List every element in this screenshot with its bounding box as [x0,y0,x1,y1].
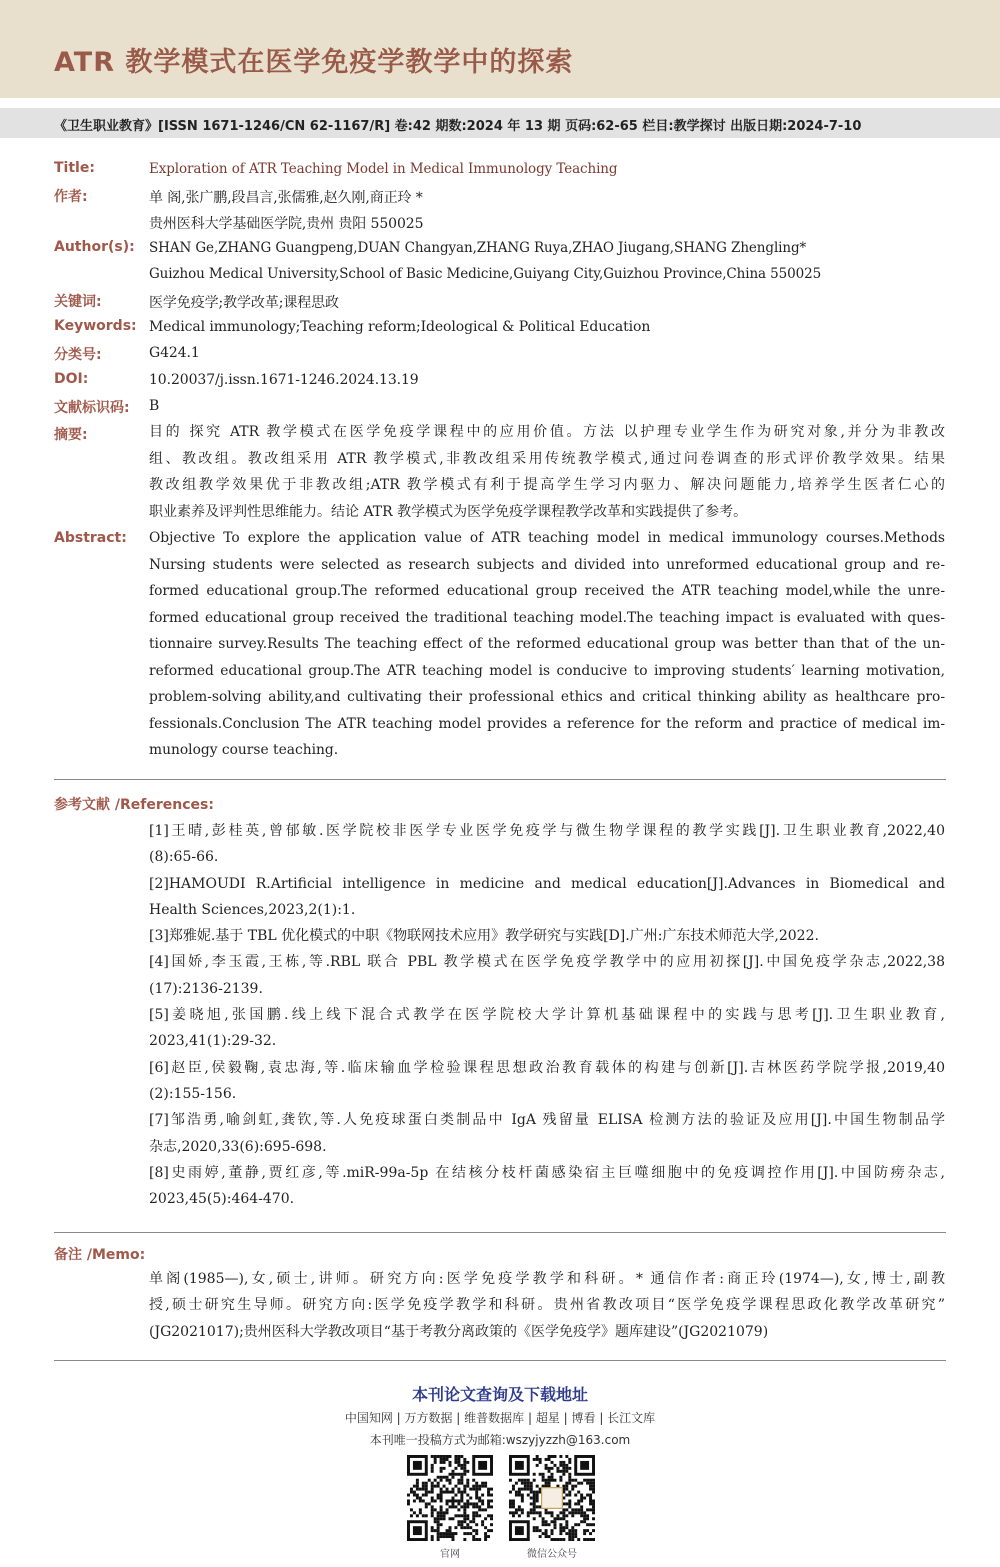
abstract-cn-line: 教改组教学效果优于非教改组;ATR 教学模式有利于提高学生学习内驱力、解决问题能力,培养学生医者仁心的 [149,477,945,493]
keywords-en-label: Keywords: [54,318,137,334]
abstract-en [149,525,945,764]
abstract-en-line: problem-solving ability,and cultivating their professional ethics and critical thinking ability as healthcare pro- [149,689,945,705]
abstract-en-line: reformed educational group.The ATR teaching model is conducive to improving students′ learning motivation, [149,662,945,679]
website-qr-caption: 官网 [440,1549,460,1560]
reference-line: [6]赵臣,侯毅鞠,袁忠海,等.临床输血学检验课程思想政治教育载体的构建与创新[J].吉林医药学院学报,2019,40 [149,1059,945,1076]
memo-label: 备注 /Memo: [54,1247,146,1263]
wechat-qr-caption: 微信公众号 [527,1549,577,1560]
reference-line: [2]HAMOUDI R.Artificial intelligence in medicine and medical education[J].Advances in Biomedical and [149,875,945,892]
classification-label: 分类号: [54,347,102,363]
abstract-cn-line: 目的 探究 ATR 教学模式在医学免疫学课程中的应用价值。方法 以护理专业学生作为研究对象,并分为非教改 [149,424,945,440]
author-en: SHAN Ge,ZHANG Guangpeng,DUAN Changyan,ZHANG Ruya,ZHAO Jiugang,SHANG Zhengling* [149,240,807,256]
memo-line: (JG2021017);贵州医科大学教改项目“基于考教分离政策的《医学免疫学》题库建设”(JG2021079) [149,1323,769,1340]
footer-databases: 中国知网 | 万方数据 | 维普数据库 | 超星 | 博看 | 长江文库 [344,1411,656,1425]
abstract-cn-label: 摘要: [54,427,88,443]
author-cn: 单 阁,张广鹏,段昌言,张儒雅,赵久刚,商正玲 * [149,190,423,206]
references-list [149,818,945,1212]
title-label: Title: [54,160,95,176]
doc-code-value: B [149,398,160,414]
reference-line: (8):65-66. [149,849,219,866]
citation-bar [0,108,1000,138]
citation-info: 《卫生职业教育》[ISSN 1671-1246/CN 62-1167/R] 卷:42 期数:2024 年 13 期 页码:62-65 栏目:教学探讨 出版日期:2024-7-10 [54,119,862,134]
abstract-en-line: formed educational group.The reformed educational group received the ATR teaching model,while the unre- [149,583,945,599]
doi-label: DOI: [54,371,89,387]
keywords-en: Medical immunology;Teaching reform;Ideological & Political Education [149,319,651,335]
reference-line: (17):2136-2139. [149,980,263,997]
title-banner [0,0,1000,98]
memo-line: 单阁(1985—),女,硕士,讲师。研究方向:医学免疫学教学和科研。* 通信作者:商正玲(1974—),女,博士,副教 [149,1271,945,1287]
wechat-qr-code[interactable] [509,1455,595,1541]
abstract-en-line: fessionals.Conclusion The ATR teaching model provides a reference for the reform and practice of medical im- [149,715,945,732]
title-value: Exploration of ATR Teaching Model in Medical Immunology Teaching [149,161,618,177]
reference-line: [3]郑雅妮.基于 TBL 优化模式的中职《物联网技术应用》教学研究与实践[D].广州:广东技术师范大学,2022. [149,928,819,945]
reference-line: [8]史雨婷,董静,贾红彦,等.miR-99a-5p 在结核分枝杆菌感染宿主巨噬细胞中的免疫调控作用[J].中国防痨杂志, [149,1164,945,1181]
author-cn-label: 作者: [54,189,88,205]
footer-title: 本刊论文查询及下载地址 [411,1385,588,1404]
divider [54,1232,946,1233]
abstract-en-line: Nursing students were selected as research subjects and divided into unreformed educational group and re- [149,556,945,573]
footer-email[interactable]: 本刊唯一投稿方式为邮箱:wszyjyzzh@163.com [369,1433,631,1447]
reference-line: [7]邹浩勇,喻剑虹,龚钦,等.人免疫球蛋白类制品中 IgA 残留量 ELISA 检测方法的验证及应用[J].中国生物制品学 [149,1112,945,1129]
reference-line: (2):155-156. [149,1085,237,1102]
reference-line: [1]王晴,彭桂英,曾郁敏.医学院校非医学专业医学免疫学与微生物学课程的教学实践[J].卫生职业教育,2022,40 [149,823,945,839]
reference-line: Health Sciences,2023,2(1):1. [149,901,356,918]
abstract-cn [149,419,945,525]
memo-text [149,1266,945,1345]
keywords-cn: 医学免疫学;教学改革;课程思政 [149,295,339,311]
abstract-en-line: formed educational group received the traditional teaching model.The teaching impact is evaluated with ques- [149,609,945,626]
abstract-en-line: tionnaire survey.Results The teaching effect of the reformed educational group was better than that of the un- [149,636,945,652]
divider [54,779,946,780]
doc-code-label: 文献标识码: [54,400,130,416]
memo-line: 授,硕士研究生导师。研究方向:医学免疫学教学和科研。贵州省教改项目“医学免疫学课程思政化教学改革研究” [149,1297,945,1314]
classification-value: G424.1 [149,345,200,361]
reference-line: 2023,41(1):29-32. [149,1033,277,1050]
affiliation-en: Guizhou Medical University,School of Basic Medicine,Guiyang City,Guizhou Province,China 550025 [149,266,822,282]
reference-line: 2023,45(5):464-470. [149,1191,295,1208]
abstract-en-label: Abstract: [54,530,127,546]
keywords-cn-label: 关键词: [54,294,102,310]
affiliation-cn: 贵州医科大学基础医学院,贵州 贵阳 550025 [149,216,424,232]
abstract-en-line: Objective To explore the application value of ATR teaching model in medical immunology courses.Methods [149,530,945,546]
page-title: ATR 教学模式在医学免疫学教学中的探索 [54,47,574,78]
abstract-cn-line: 组、教改组。教改组采用 ATR 教学模式,非教改组采用传统教学模式,通过问卷调查的形式评价教学效果。结果 [149,450,945,467]
reference-line: [5]姜晓旭,张国鹏.线上线下混合式教学在医学院校大学计算机基础课程中的实践与思考[J].卫生职业教育, [149,1007,945,1024]
reference-line: [4]国娇,李玉霞,王栋,等.RBL 联合 PBL 教学模式在医学免疫学教学中的应用初探[J].中国免疫学杂志,2022,38 [149,954,945,971]
abstract-en-line: munology course teaching. [149,742,339,758]
website-qr-code[interactable] [407,1455,493,1541]
doi-value: 10.20037/j.issn.1671-1246.2024.13.19 [149,372,419,388]
author-en-label: Author(s): [54,239,135,255]
references-label: 参考文献 /References: [54,797,214,813]
reference-line: 杂志,2020,33(6):695-698. [149,1138,327,1155]
abstract-cn-line: 职业素养及评判性思维能力。结论 ATR 教学模式为医学免疫学课程教学改革和实践提供了参考。 [149,503,748,520]
divider [54,1360,946,1361]
